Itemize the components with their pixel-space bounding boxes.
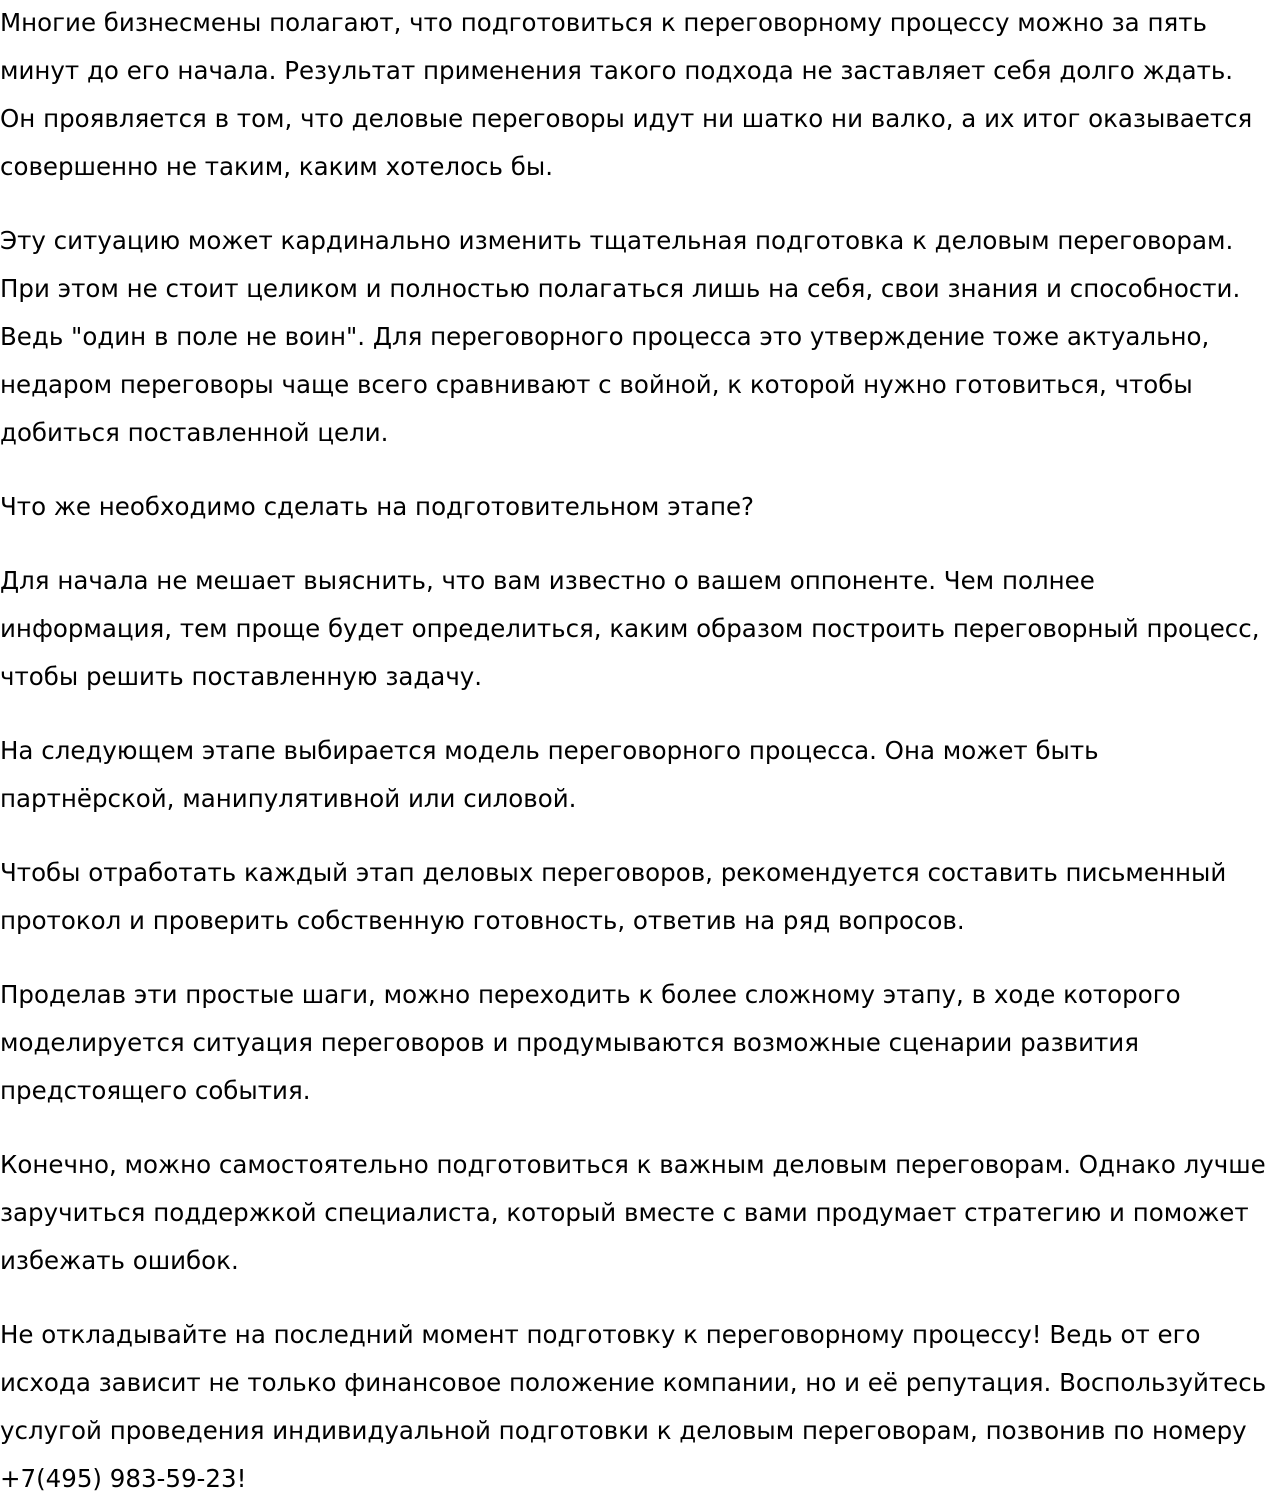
paragraph-preparation: Эту ситуацию может кардинально изменить тщательная подготовка к деловым переговорам. При этом не стоит целиком и полностью полагаться лишь на себя, свои знания и способности. Ведь "один в поле не воин". Для переговорного процесса это утверждение тоже актуально, недаром переговоры чаще всего сравнивают с войной, к которой нужно готовиться, чтобы добиться поставленной цели.: [0, 226, 1241, 447]
paragraph-model: На следующем этапе выбирается модель переговорного процесса. Она может быть партнёрской, манипулятивной или силовой.: [0, 736, 1099, 813]
paragraph-call-to-action: Не откладывайте на последний момент подготовку к переговорному процессу! Ведь от его исхода зависит не только финансовое положение компании, но и её репутация. Воспользуйтесь услугой проведения индивидуальной подготовки к деловым переговорам, позвонив по номеру +7(495) 983-59-23!: [0, 1320, 1267, 1493]
paragraph-scenarios: Проделав эти простые шаги, можно переходить к более сложному этапу, в ходе которого моделируется ситуация переговоров и продумываются возможные сценарии развития предстоящего события.: [0, 980, 1181, 1105]
paragraph-specialist: Конечно, можно самостоятельно подготовиться к важным деловым переговорам. Однако лучше заручиться поддержкой специалиста, который вместе с вами продумает стратегию и поможет избежать ошибок.: [0, 1150, 1266, 1275]
paragraph-question: Что же необходимо сделать на подготовительном этапе?: [0, 492, 755, 521]
paragraph-protocol: Чтобы отработать каждый этап деловых переговоров, рекомендуется составить письменный протокол и проверить собственную готовность, ответив на ряд вопросов.: [0, 858, 1227, 935]
paragraph-opponent: Для начала не мешает выяснить, что вам известно о вашем оппоненте. Чем полнее информация, тем проще будет определиться, каким образом построить переговорный процесс, чтобы решить поставленную задачу.: [0, 566, 1260, 691]
paragraph-intro: Многие бизнесмены полагают, что подготовиться к переговорному процессу можно за пять минут до его начала. Результат применения такого подхода не заставляет себя долго ждать. Он проявляется в том, что деловые переговоры идут ни шатко ни валко, а их итог оказывается совершенно не таким, каким хотелось бы.: [0, 8, 1253, 181]
